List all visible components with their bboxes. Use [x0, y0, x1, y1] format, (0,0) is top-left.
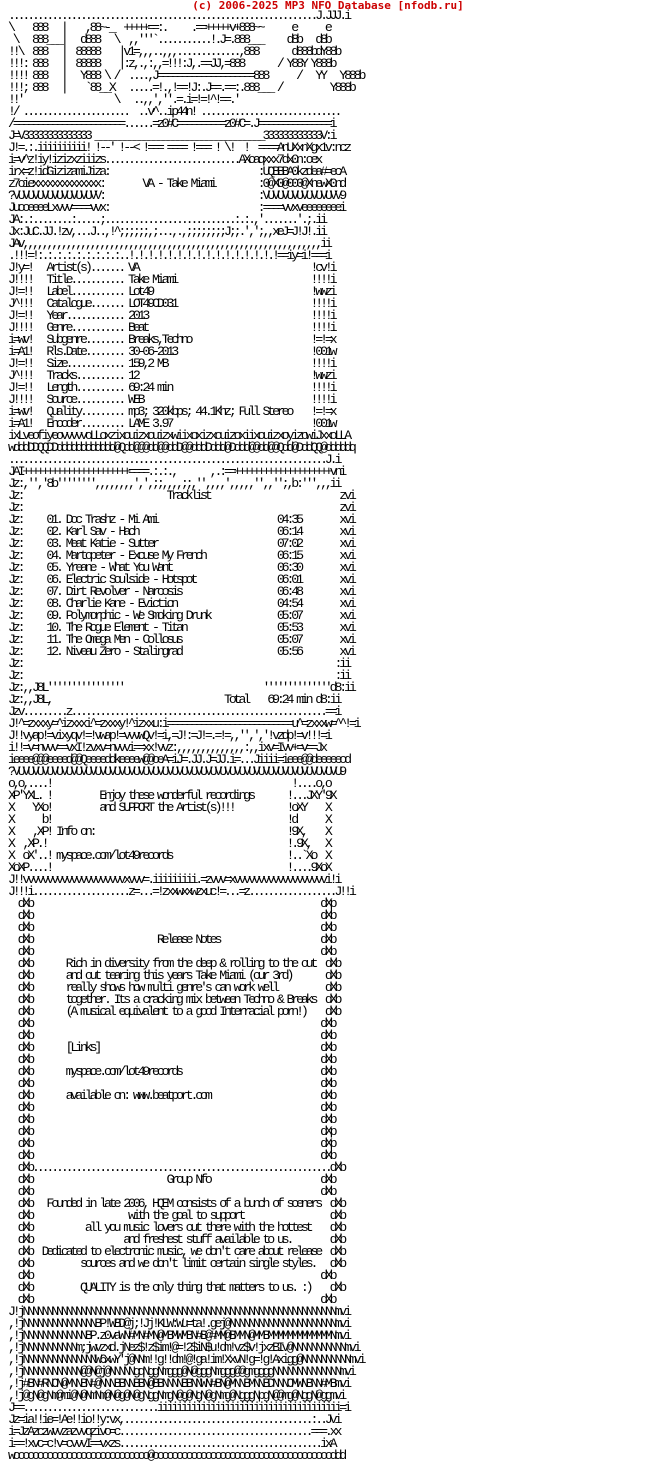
nfo-line: Jzv.........z.....................................................==i	[8, 704, 340, 719]
nfo-line: dXb really shows how multi genre's can work well dXb	[8, 980, 340, 995]
nfo-line: dXb..............................................................dXb	[8, 1160, 345, 1175]
nfo-line: !/ ...................... ..v^..ip44n! .............................	[8, 104, 340, 119]
nfo-line: dXb dXb	[8, 944, 335, 959]
nfo-line: J!=!! Label........... Lot49 !wwzi	[8, 284, 335, 299]
nfo-line: dXb and out tearing this years Take Miami (our 3rd) dXb	[8, 968, 340, 983]
nfo-line: dXb dXp	[8, 896, 335, 911]
nfo-line: dXb dXb	[8, 1028, 335, 1043]
nfo-line: Jz: 05. Yreane - What You Want 06:30 xvi	[8, 560, 354, 575]
nfo-line: \ 888 | ,88~-_ +++++==:. .==+++++v+888~~ e e	[8, 20, 330, 35]
nfo-line: dXb dXb	[8, 1052, 335, 1067]
nfo-line: X ,XP! Info on: !9X, X	[8, 824, 330, 839]
nfo-line: dXb Founded in late 2006, HQEM consists of a bunch of sceners dXb	[8, 1196, 345, 1211]
nfo-line: XP'YXL. ! Enjoy these wonderful recordings !...JXY'9X	[8, 788, 335, 803]
nfo-line: J!!!! Title........... Take Miami !!!!i	[8, 272, 335, 287]
nfo-line: i=wv! Subgenre........ Breaks,Techno !=!=x	[8, 332, 335, 347]
nfo-line: woooooooooooooooooooooooooooo@oooooooooooooooooooooooooooooooooooooddd	[8, 1448, 345, 1463]
nfo-line: ..................................................................J.i	[8, 452, 340, 467]
nfo-line: z7oiexxxxxxxxxxxxxx: VA - Take Miami :0@X0@000@XnewX0nd	[8, 176, 345, 191]
nfo-line: J!=!! Size............ 159,2 MB !!!!i	[8, 356, 335, 371]
nfo-line: dXb dXb	[8, 1016, 335, 1031]
nfo-line: dXb dXb	[8, 908, 335, 923]
nfo-line: dXb dXb	[8, 1292, 335, 1307]
nfo-line: J=V33333333333333 ___________________________________333333333333V:i	[8, 128, 335, 143]
nfo-line: J!=!! Length.......... 69:24 min !!!!i	[8, 380, 335, 395]
nfo-line: Jz:,,J8L'''''''''''''''' ''''''''''''''d8:ii	[8, 680, 354, 695]
nfo-line: ................................................................J.JJJ.i	[8, 8, 349, 23]
nfo-line: dXb dXb	[8, 1268, 335, 1283]
nfo-line: J==............................iiiiiiiiiiiiiiiiiiiiiiiiiiiiiiiiiiiiii=i	[8, 1400, 349, 1415]
nfo-line: X ,XP.! !.9X, X	[8, 836, 330, 851]
nfo-line: Jx:JuC.JJ.!zv,...J..,!^;;;;;;,;...,.,;;;;;;;;J;;.',';,,xeJ=J!J!.ii	[8, 224, 325, 239]
nfo-line: X b! !d X	[8, 812, 330, 827]
nfo-line: Jz=ia!!ie=!Ae!!io!!y:vx,.......................................:..Jvi	[8, 1412, 340, 1427]
nfo-line: Jz: 03. Meat Katie - Sutter 07:02 xvi	[8, 536, 354, 551]
nfo-line: X YXo! and SUPPORT the Artist(s)!!! !oXY X	[8, 800, 330, 815]
nfo-line: i=A1! Rls.Date........ 30-06-2013 !001w	[8, 344, 335, 359]
nfo-line: Jz: :ii	[8, 668, 349, 683]
nfo-line: dXb together. Its a cracking mix between Techno & Breaks dXb	[8, 992, 340, 1007]
nfo-line: Jz: 07. Dirt Revolver - Narcosis 06:48 xvi	[8, 584, 354, 599]
nfo-line: \ 888___| d888 \ ,,'''`...........!.J=.888___ d8b d8b	[8, 32, 330, 47]
nfo-line: J!=.:.iiiiiiiiii! !--' !--< !=== ==== !=== ! \! ! ====AnUXxnXgx1v:ncz	[8, 140, 349, 155]
nfo-line: Jz: :ii	[8, 656, 349, 671]
nfo-line: ,!jNNNNNNNNNNNNNBP.z0vaWN#MN#MN@MBMWMBN#B@#MM@BMMN@MMBMMMMMMMMMMMMMNmvi	[8, 1328, 349, 1343]
nfo-line: Jz: 02. Karl Sav - Hach 06:14 xvi	[8, 524, 354, 539]
nfo-line: Jz: 01. Doc Trashz - Mi Ami 04:35 xvi	[8, 512, 354, 527]
nfo-line: ,!jNNNNNNNNNNNN@@N@j@NNNNNgqNggNmggg@N@gggNmggg@@gmggggNNNNNNNNNNNNNNmvi	[8, 1364, 354, 1379]
nfo-line: dXb available on: www.beatport.com dXb	[8, 1088, 335, 1103]
nfo-line: dXb Release Notes dXb	[8, 932, 335, 947]
nfo-line: ixLveofiyeovvvvvoLLoxzixouizxouizxwiixoxizxouizoxiixouizxoyizowiJxxoLLA	[8, 428, 349, 443]
nfo-line: Jz: 06. Electric Soulside - Hotspot 06:01 xvi	[8, 572, 354, 587]
nfo-line: dXb Group Nfo dXb	[8, 1172, 335, 1187]
nfo-line: i=A1! Encoder......... LAME 3.97 !001w	[8, 416, 335, 431]
nfo-line: J!!!i....................z=...=!zxxwxxwzxuc!=...=z..................J!!i	[8, 884, 354, 899]
nfo-line: ,!jNNNNNNNNNNNm;jwvzxd.jNez$!z$im!@=!2$iN$u!dm!vz$v!jxzBIv@NNNNNNNNNNNmvi	[8, 1340, 359, 1355]
nfo-line: i==!xvc=c!v=cvvvI==vxzs..........................................ixA	[8, 1436, 335, 1451]
nfo-line: J!=!! Year............ 2013 !!!!i	[8, 308, 335, 323]
nfo-line: i=JzAzczwvvzazvvqzivo=c........................................===.xx	[8, 1424, 340, 1439]
nfo-line: dXb Rich in diversity from the deep & rolling to the out dXb	[8, 956, 340, 971]
nfo-text	[8, 10, 363, 1462]
nfo-line: i=wv! Quality......... mp3; 320kbps; 44.1Khz; Full Stereo !=!=x	[8, 404, 335, 419]
nfo-line: ,!jNNNNNNNNNNNNNNNW6xwY'j@NNm!!g!!dm!@!ga!im!XxvN!g=!g!Axigg@NNNNNNNNNNmvi	[8, 1352, 364, 1367]
nfo-line: dXb all you music lovers out there with the hottest dXb	[8, 1220, 345, 1235]
nfo-line: dXb dXp	[8, 1124, 335, 1139]
nfo-line: ,!j@gN@gNm@mi@N@NmNm@N@g@N@gNggNmgN@g@NgN@gNmg@NgggNpgN@@mg@NggN@ggmvi	[8, 1388, 345, 1403]
nfo-line: ?VUVUVUVUVUVUVUVUVUVUVUVUVUVUVUVUVUVUVUVUVUVUVUVUVUVUVUVUVUVUVUVUVUVU9	[8, 764, 345, 779]
nfo-line: dXb and freshest stuff available to us. dXb	[8, 1232, 345, 1247]
nfo-line: J^!!! Tracks.......... 12 !wwzi	[8, 368, 335, 383]
nfo-line: dXb sources and we don't limit certain single styles. dXb	[8, 1256, 345, 1271]
nfo-line: J!!!! Source.......... WEB !!!!i	[8, 392, 335, 407]
nfo-line: Jz: 08. Charlie Kane - Eviction 04:54 xvi	[8, 596, 354, 611]
nfo-line: Jz: 10. The Rogue Element - Titan 05:53 xvi	[8, 620, 354, 635]
nfo-line: o,o,....! !....o,o	[8, 776, 330, 791]
nfo-line: JAv,,,,,,,,,,,,,,,,,,,,,,,,,,,,,,,,,,,,,,,,,,,,,,,,,,,,,,,,,,,,,,ii	[8, 236, 330, 251]
nfo-line: dXb [Links] dXb	[8, 1040, 335, 1055]
nfo-line: dXb dXb	[8, 1100, 335, 1115]
nfo-line: JuooeeeeLxvvv====vvx: :====vvxveeeeeeeei	[8, 200, 345, 215]
nfo-line: Jz: 11. The Omega Men - Collosus 05:07 xvi	[8, 632, 354, 647]
nfo-line: i=v^z!iy!izizxziiizs............................AXoaqxxx7dx0n:oex	[8, 152, 321, 167]
nfo-line: !!!; 888 | `88__X .....=!.,!==!J:.J==.==:.888___ / Y888b	[8, 80, 354, 95]
nfo-line: dXb dXb	[8, 1112, 335, 1127]
nfo-line: ?VUVUVUVUVUVUVUVUVV: :VUVUVUVUVUVUVUVV9	[8, 188, 345, 203]
nfo-line: dXb myspace.com/lot49records dXb	[8, 1064, 335, 1079]
nfo-line: J!!vvvvvvvvvvvvvvvvvvvvvxvvv=.iiiiiiiii.=zvvv=xvvvvvvvvvvvvvvvvvvvi!i	[8, 872, 340, 887]
nfo-line: !!' \ ..,,',''.=.i=!=!^!==.'	[8, 92, 239, 107]
nfo-line: ieeee@@@eeeed@@Qeeeeddkeeeew@@oeA=iJ=.JJ.J=JJ.i=...Jiiii=ieee@@deeeeeod	[8, 752, 349, 767]
nfo-line: dXb dXb	[8, 1076, 335, 1091]
nfo-line: dXb Dedicated to electronic music, we don't care about release dXb	[8, 1244, 345, 1259]
nfo-line: J!y=! Artist(s)....... VA !cv!i	[8, 260, 335, 275]
nfo-line: J!jNNNNNNNNNNNNNNNNNNNNNNNNNNNNNNNNNNNNNNNNNNNNNNNNNNNNNNNNNNNNNNNNNmvi	[8, 1304, 349, 1319]
site-header: (c) 2006-2025 MP3 NFO Database [nfodb.ru]	[192, 0, 464, 12]
nfo-line: XoXP....! !....9XoX	[8, 860, 330, 875]
nfo-line: Jz:,'','8b'''''''',,,,,,,,',',;;,,,,;;,'',,,,',,,,,'',,'';,b:''',,,ii	[8, 476, 340, 491]
nfo-line: dXb with the goal to support dXb	[8, 1208, 345, 1223]
nfo-line: X oX'..! myspace.com/lot49records !..`Xo X	[8, 848, 330, 863]
nfo-line: dXb (A musical equivalent to a good Interracial porn!) dXb	[8, 1004, 340, 1019]
nfo-line: irx=z!idGizizamiJiza: :UQBBBA0kzdea#=ecA	[8, 164, 345, 179]
nfo-line: J!^=zxxxy=^izxxxi^=zxxxy!^izxxu:i==========================u^=zxxxw=^^!=i	[8, 716, 359, 731]
nfo-line: JA:.:........:.....;...........................:.:.,'.......'.;.ii	[8, 212, 325, 227]
nfo-line: ,!j#BN#RNON@MNNBN#@NNNBBNNBBN@BBNNNNBBNNWN#BN@MNNBMNNBDNNNOMWNBNN#MBmvi	[8, 1376, 349, 1391]
nfo-line: i!!=v=nvvv==vxI!zvxv=nvvvi==xx!vvz:,,,,,,,,,,,,,,:,,ixv=Ivv+=v==Jx	[8, 740, 325, 755]
nfo-line: /=======================......=z0#C==========z0#C=.J===============i	[8, 116, 335, 131]
nfo-line: J!!vyap!=vixyqv!=!vwap!=vvvwQv!=i,=J!:=J!=.=!=,,'',','!vzdp!=v!!!=i	[8, 728, 330, 743]
nfo-line: !!!: 888 | 88888 |:z,.,:,,=!!!:J,.==JJ,=888 / Y88Y Y888b	[8, 56, 335, 71]
nfo-line: !!\ 888 | 88888 |v1=,,,..,,,.............,888 d888bdY88b	[8, 44, 340, 59]
nfo-line: J!!!! Genre........... Beat !!!!i	[8, 320, 335, 335]
nfo-line: !!!! 888 | Y888 \ / ....,J====================888 / YY Y888b	[8, 68, 364, 83]
nfo-line: dXb dXp	[8, 1136, 335, 1151]
nfo-line: ,!jNNNNNNNNNNNNNNNBP!WBD@j;!Jj!KLW:Wu=ta!.gej@NNNNNNNNNNNNNNNNNNNNNNmvi	[8, 1316, 349, 1331]
nfo-line: Jz:,,J8L, Total 69:24 min d8:ii	[8, 692, 340, 707]
nfo-line: Jz: 09. Polymorphic - We Smoking Drunk 05:07 xvi	[8, 608, 354, 623]
nfo-line: Jz: 04. Martopeter - Excuse My French 06:15 xvi	[8, 548, 354, 563]
nfo-line: dXb dXb	[8, 920, 335, 935]
nfo-line: J^!!! Catalogue....... LOT49CD031 !!!!i	[8, 296, 335, 311]
nfo-line: wdddDDQQDDdddddddddddd@Qdd@@@dd@@ddD@@dddDddd@Dddd@@dd@@Qdd@DddQQ@dddddq	[8, 440, 354, 455]
nfo-line: dXb QUALITY is the only thing that matters to us. :) dXb	[8, 1280, 345, 1295]
nfo-line: Jz: 12. Niveau Zero - Stalingrad 05:56 xvi	[8, 644, 354, 659]
nfo-line: dXb dXb	[8, 1148, 335, 1163]
nfo-line: dXb dXb	[8, 1184, 335, 1199]
nfo-line: JAI++++++++++++++++++++++====.:.:., ,.:==++++++++++++++++++++vni	[8, 464, 345, 479]
nfo-line: .!!!=!:.:.:.:.:.:.:.:.:..!.!.!.!.!.!.!.!.!.!.!.!.!.!.!.!==iy=i!===i	[8, 248, 330, 263]
nfo-line: Jz: zvi	[8, 500, 354, 515]
nfo-line: Jz: Tracklist zvi	[8, 488, 354, 503]
